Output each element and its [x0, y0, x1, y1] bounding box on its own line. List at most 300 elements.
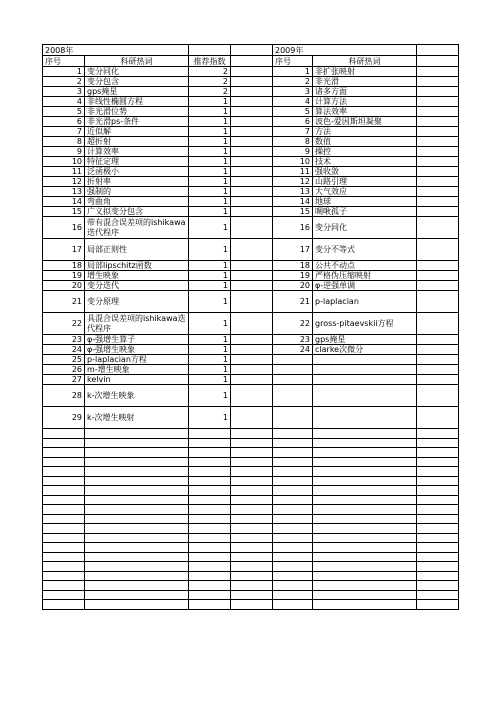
empty-cell	[85, 457, 189, 467]
empty-cell	[273, 543, 313, 553]
score-2008: 1	[189, 407, 231, 429]
empty-cell	[417, 271, 459, 281]
hot-term-2008: kelvin	[85, 375, 189, 385]
empty-cell	[189, 448, 231, 458]
empty-cell	[417, 197, 459, 207]
empty-row	[43, 590, 459, 600]
hot-term-2008: k-次增生映象	[85, 385, 189, 407]
empty-cell	[417, 552, 459, 562]
empty-cell	[417, 239, 459, 261]
empty-cell	[417, 355, 459, 365]
empty-cell	[417, 571, 459, 581]
hot-term-2008: 非光滑ps-条件	[85, 117, 189, 127]
empty-row	[43, 438, 459, 448]
empty-cell	[189, 495, 231, 505]
table-row	[43, 127, 459, 137]
empty-cell	[273, 590, 313, 600]
row-index-2009	[273, 375, 313, 385]
empty-cell	[189, 524, 231, 534]
row-index-2009: 13	[273, 187, 313, 197]
empty-cell	[231, 429, 273, 439]
hot-term-2009: 地球	[313, 197, 417, 207]
empty-cell	[231, 581, 273, 591]
score-2008: 1	[189, 177, 231, 187]
empty-cell	[231, 147, 273, 157]
empty-cell	[43, 457, 85, 467]
hot-term-2008: 特征定理	[85, 157, 189, 167]
hot-term-2009	[313, 375, 417, 385]
empty-cell	[231, 117, 273, 127]
empty-cell	[85, 590, 189, 600]
empty-cell	[43, 590, 85, 600]
empty-cell	[313, 438, 417, 448]
row-index-2009: 23	[273, 335, 313, 345]
table-row	[43, 67, 459, 77]
empty-cell	[43, 448, 85, 458]
empty-cell	[85, 524, 189, 534]
hot-term-2009	[313, 365, 417, 375]
empty-cell	[313, 600, 417, 610]
row-index-2008: 4	[43, 97, 85, 107]
empty-cell	[313, 571, 417, 581]
hot-term-2008: 超折射	[85, 137, 189, 147]
hot-term-2009: 严格伪压缩映射	[313, 271, 417, 281]
empty-cell	[231, 524, 273, 534]
row-index-2008: 14	[43, 197, 85, 207]
empty-cell	[189, 514, 231, 524]
empty-cell	[417, 137, 459, 147]
empty-cell	[85, 486, 189, 496]
hot-term-2009: 技术	[313, 157, 417, 167]
row-index-2009: 12	[273, 177, 313, 187]
row-index-2008: 2	[43, 77, 85, 87]
hot-term-2009: 诸多方面	[313, 87, 417, 97]
empty-row	[43, 514, 459, 524]
hot-term-2009: gross-pitaevskii方程	[313, 313, 417, 335]
score-2008: 1	[189, 375, 231, 385]
empty-cell	[417, 476, 459, 486]
empty-cell	[417, 345, 459, 355]
score-2008: 2	[189, 77, 231, 87]
empty-cell	[417, 313, 459, 335]
empty-cell	[273, 495, 313, 505]
empty-cell	[417, 533, 459, 543]
hot-term-2008: φ-强增生算子	[85, 335, 189, 345]
row-index-2008: 22	[43, 313, 85, 335]
empty-cell	[231, 385, 273, 407]
empty-cell	[231, 77, 273, 87]
table-row	[43, 335, 459, 345]
empty-cell	[231, 87, 273, 97]
empty-cell	[189, 562, 231, 572]
empty-cell	[189, 476, 231, 486]
empty-cell	[273, 524, 313, 534]
row-index-2008: 28	[43, 385, 85, 407]
hot-term-2008: 局部lipschitz函数	[85, 261, 189, 271]
empty-cell	[417, 56, 459, 67]
empty-cell	[417, 291, 459, 313]
empty-cell	[231, 197, 273, 207]
empty-cell	[85, 495, 189, 505]
table-row	[43, 97, 459, 107]
empty-row	[43, 495, 459, 505]
year-2009-label: 2009年	[273, 45, 417, 56]
empty-cell	[231, 552, 273, 562]
row-index-2008: 23	[43, 335, 85, 345]
empty-cell	[43, 438, 85, 448]
empty-cell	[43, 581, 85, 591]
row-index-2009	[273, 385, 313, 407]
empty-cell	[273, 438, 313, 448]
empty-cell	[313, 486, 417, 496]
row-index-2009	[273, 407, 313, 429]
empty-cell	[85, 543, 189, 553]
score-2008: 1	[189, 157, 231, 167]
row-index-2008: 11	[43, 167, 85, 177]
empty-cell	[417, 127, 459, 137]
empty-cell	[231, 281, 273, 291]
empty-cell	[231, 177, 273, 187]
empty-cell	[231, 291, 273, 313]
empty-cell	[189, 457, 231, 467]
row-index-2008: 13	[43, 187, 85, 197]
empty-row	[43, 467, 459, 477]
empty-cell	[231, 457, 273, 467]
empty-cell	[43, 429, 85, 439]
row-index-2008: 3	[43, 87, 85, 97]
empty-cell	[43, 533, 85, 543]
empty-cell	[417, 524, 459, 534]
table-row	[43, 197, 459, 207]
empty-cell	[43, 600, 85, 610]
empty-cell	[43, 524, 85, 534]
row-index-2008: 24	[43, 345, 85, 355]
table-row	[43, 345, 459, 355]
hot-term-2008: φ-强增生映象	[85, 345, 189, 355]
row-index-2009: 16	[273, 217, 313, 239]
empty-cell	[85, 505, 189, 515]
empty-cell	[417, 335, 459, 345]
empty-cell	[231, 67, 273, 77]
row-index-2009: 22	[273, 313, 313, 335]
empty-cell	[313, 581, 417, 591]
row-index-2009: 9	[273, 147, 313, 157]
empty-cell	[231, 476, 273, 486]
row-index-2008: 15	[43, 207, 85, 217]
hot-term-2009: 计算方法	[313, 97, 417, 107]
row-index-2009: 6	[273, 117, 313, 127]
row-index-2009: 2	[273, 77, 313, 87]
score-2008: 1	[189, 281, 231, 291]
empty-cell	[417, 365, 459, 375]
empty-cell	[313, 505, 417, 515]
empty-cell	[273, 486, 313, 496]
table-row	[43, 271, 459, 281]
table-row	[43, 147, 459, 157]
empty-cell	[417, 107, 459, 117]
score-2008: 1	[189, 217, 231, 239]
hot-term-2008: 具混合误差项的ishikawa迭代程序	[85, 313, 189, 335]
hot-term-2008: 变分迭代	[85, 281, 189, 291]
row-index-2008: 16	[43, 217, 85, 239]
row-index-2008: 20	[43, 281, 85, 291]
row-index-2009: 11	[273, 167, 313, 177]
empty-row	[43, 524, 459, 534]
empty-cell	[43, 505, 85, 515]
hot-term-2008: 折射率	[85, 177, 189, 187]
empty-cell	[231, 239, 273, 261]
empty-cell	[417, 581, 459, 591]
row-index-2009: 5	[273, 107, 313, 117]
hot-term-2009: 波色-爱因斯坦凝聚	[313, 117, 417, 127]
empty-cell	[85, 429, 189, 439]
hot-term-2008: m-增生映象	[85, 365, 189, 375]
empty-row	[43, 457, 459, 467]
empty-cell	[273, 476, 313, 486]
empty-cell	[417, 187, 459, 197]
table-row	[43, 407, 459, 429]
empty-cell	[417, 67, 459, 77]
hot-term-2009: 强收敛	[313, 167, 417, 177]
row-index-2009: 10	[273, 157, 313, 167]
hot-term-2009: 变分同化	[313, 217, 417, 239]
empty-cell	[231, 127, 273, 137]
score-2008: 1	[189, 197, 231, 207]
empty-cell	[231, 448, 273, 458]
empty-cell	[231, 600, 273, 610]
empty-cell	[231, 438, 273, 448]
empty-cell	[273, 571, 313, 581]
table-row	[43, 375, 459, 385]
empty-cell	[231, 187, 273, 197]
empty-cell	[313, 552, 417, 562]
table-row	[43, 137, 459, 147]
empty-cell	[417, 448, 459, 458]
empty-cell	[417, 562, 459, 572]
empty-cell	[231, 495, 273, 505]
year-2008-label: 2008年	[43, 45, 189, 56]
empty-cell	[313, 533, 417, 543]
row-index-2009: 15	[273, 207, 313, 217]
empty-cell	[85, 533, 189, 543]
score-2008: 1	[189, 137, 231, 147]
empty-cell	[417, 375, 459, 385]
score-2008: 1	[189, 271, 231, 281]
hot-term-2009: p-laplacian	[313, 291, 417, 313]
score-2008: 1	[189, 207, 231, 217]
empty-cell	[43, 571, 85, 581]
empty-cell	[417, 486, 459, 496]
table-row	[43, 291, 459, 313]
empty-cell	[43, 467, 85, 477]
score-2008: 1	[189, 107, 231, 117]
empty-cell	[417, 385, 459, 407]
table-row	[43, 217, 459, 239]
score-2008: 1	[189, 355, 231, 365]
hot-term-2009: 方法	[313, 127, 417, 137]
empty-cell	[417, 407, 459, 429]
hot-term-2009: 非光滑	[313, 77, 417, 87]
empty-row	[43, 486, 459, 496]
hot-term-2009: 数值	[313, 137, 417, 147]
empty-cell	[189, 600, 231, 610]
empty-cell	[273, 552, 313, 562]
table-row	[43, 107, 459, 117]
table-row	[43, 313, 459, 335]
empty-cell	[231, 217, 273, 239]
empty-cell	[313, 467, 417, 477]
row-index-2008: 18	[43, 261, 85, 271]
empty-row	[43, 600, 459, 610]
hot-term-2008: 非线性椭圆方程	[85, 97, 189, 107]
table-row	[43, 355, 459, 365]
empty-cell	[85, 448, 189, 458]
hot-term-2008: 变分原理	[85, 291, 189, 313]
score-2008: 2	[189, 67, 231, 77]
empty-cell	[273, 429, 313, 439]
empty-cell	[417, 117, 459, 127]
score-2008: 1	[189, 291, 231, 313]
empty-cell	[189, 571, 231, 581]
score-2008: 1	[189, 147, 231, 157]
empty-cell	[231, 313, 273, 335]
empty-cell	[85, 581, 189, 591]
score-2008: 1	[189, 365, 231, 375]
score-2008: 1	[189, 313, 231, 335]
row-index-2008: 10	[43, 157, 85, 167]
empty-cell	[43, 495, 85, 505]
empty-cell	[273, 581, 313, 591]
row-index-2009	[273, 355, 313, 365]
empty-cell	[231, 467, 273, 477]
hot-term-2008: 非光滑位势	[85, 107, 189, 117]
empty-cell	[417, 217, 459, 239]
score-2008: 1	[189, 117, 231, 127]
hot-term-2008: gps掩星	[85, 87, 189, 97]
hot-term-2008: 强制的	[85, 187, 189, 197]
col-index-2008: 序号	[43, 56, 85, 67]
empty-cell	[189, 45, 231, 56]
hot-term-2009: clarke次微分	[313, 345, 417, 355]
empty-cell	[43, 552, 85, 562]
row-index-2009: 24	[273, 345, 313, 355]
empty-cell	[417, 590, 459, 600]
empty-cell	[189, 438, 231, 448]
row-index-2009: 17	[273, 239, 313, 261]
hot-term-2008: 变分同化	[85, 67, 189, 77]
empty-cell	[189, 552, 231, 562]
empty-cell	[273, 448, 313, 458]
empty-cell	[85, 467, 189, 477]
empty-cell	[417, 438, 459, 448]
empty-cell	[231, 107, 273, 117]
empty-cell	[313, 543, 417, 553]
empty-cell	[273, 533, 313, 543]
empty-cell	[417, 87, 459, 97]
empty-cell	[417, 157, 459, 167]
empty-cell	[313, 457, 417, 467]
row-index-2008: 26	[43, 365, 85, 375]
empty-cell	[273, 514, 313, 524]
table-row	[43, 77, 459, 87]
empty-cell	[43, 514, 85, 524]
table-row	[43, 261, 459, 271]
empty-cell	[417, 429, 459, 439]
row-index-2008: 19	[43, 271, 85, 281]
hot-term-2009: φ-逆强单调	[313, 281, 417, 291]
empty-cell	[231, 261, 273, 271]
empty-cell	[85, 552, 189, 562]
hot-term-2009	[313, 385, 417, 407]
empty-cell	[85, 600, 189, 610]
empty-cell	[43, 476, 85, 486]
col-score-2008: 推荐指数	[189, 56, 231, 67]
row-index-2008: 8	[43, 137, 85, 147]
column-header-row	[43, 56, 459, 67]
row-index-2009: 1	[273, 67, 313, 77]
empty-cell	[417, 147, 459, 157]
row-index-2008: 5	[43, 107, 85, 117]
empty-cell	[231, 137, 273, 147]
score-2008: 1	[189, 239, 231, 261]
hot-term-2008: 局部正则性	[85, 239, 189, 261]
empty-cell	[231, 590, 273, 600]
empty-cell	[231, 97, 273, 107]
col-index-2009: 序号	[273, 56, 313, 67]
empty-cell	[231, 45, 273, 56]
empty-row	[43, 429, 459, 439]
empty-cell	[189, 429, 231, 439]
hot-term-2008: 增生映象	[85, 271, 189, 281]
empty-cell	[417, 177, 459, 187]
table-row	[43, 87, 459, 97]
hot-term-2009: 啁啾孤子	[313, 207, 417, 217]
hot-term-2009	[313, 355, 417, 365]
row-index-2009: 18	[273, 261, 313, 271]
score-2008: 1	[189, 167, 231, 177]
hot-term-2008: 近似解	[85, 127, 189, 137]
empty-cell	[273, 457, 313, 467]
empty-row	[43, 552, 459, 562]
empty-cell	[85, 562, 189, 572]
empty-cell	[313, 562, 417, 572]
empty-cell	[231, 375, 273, 385]
row-index-2008: 29	[43, 407, 85, 429]
empty-cell	[231, 407, 273, 429]
score-2008: 1	[189, 187, 231, 197]
hot-term-2008: 弯曲角	[85, 197, 189, 207]
row-index-2008: 17	[43, 239, 85, 261]
empty-cell	[189, 467, 231, 477]
row-index-2009: 3	[273, 87, 313, 97]
empty-cell	[417, 495, 459, 505]
empty-cell	[231, 345, 273, 355]
hot-term-2008: 泛函极小	[85, 167, 189, 177]
table-row	[43, 207, 459, 217]
empty-cell	[273, 505, 313, 515]
empty-cell	[417, 281, 459, 291]
score-2008: 1	[189, 97, 231, 107]
empty-cell	[43, 543, 85, 553]
empty-cell	[273, 562, 313, 572]
empty-cell	[313, 448, 417, 458]
row-index-2008: 25	[43, 355, 85, 365]
hot-term-2008: k-次增生映射	[85, 407, 189, 429]
empty-cell	[273, 467, 313, 477]
empty-cell	[231, 207, 273, 217]
hot-term-2009: 变分不等式	[313, 239, 417, 261]
col-term-2009: 科研热词	[313, 56, 417, 67]
